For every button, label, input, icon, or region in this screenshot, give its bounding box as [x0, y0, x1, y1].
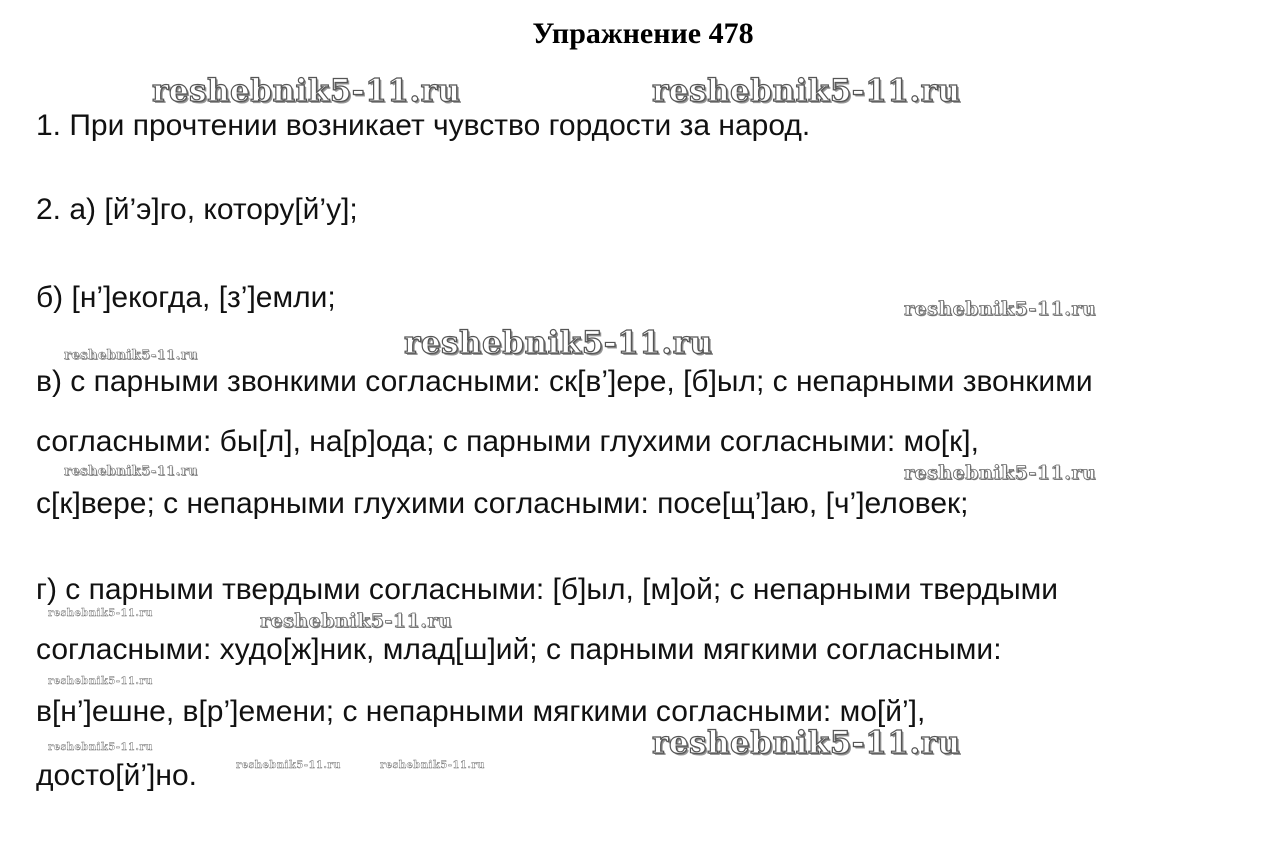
- answer-line-2v-3: с[к]вере; с непарными глухими согласными: посе[щ’]аю, [ч’]еловек;: [36, 487, 969, 520]
- watermark: reshebnik5-11.ru: [652, 73, 961, 109]
- answer-line-2v-2: согласными: бы[л], на[р]ода; с парными глухими согласными: мо[к],: [36, 425, 979, 458]
- watermark: reshebnik5-11.ru: [64, 348, 199, 363]
- watermark: reshebnik5-11.ru: [48, 608, 153, 619]
- watermark: reshebnik5-11.ru: [48, 742, 153, 753]
- watermark: reshebnik5-11.ru: [48, 676, 153, 687]
- watermark: reshebnik5-11.ru: [64, 464, 199, 479]
- answer-line-2a: 2. а) [й’э]го, котору[й’у];: [36, 193, 358, 226]
- exercise-title: Упражнение 478: [532, 17, 754, 50]
- answer-line-2g-1: г) с парными твердыми согласными: [б]ыл, [м]ой; с непарными твердыми: [36, 573, 1059, 606]
- watermark: reshebnik5-11.ru: [404, 325, 713, 361]
- watermark: reshebnik5-11.ru: [260, 610, 453, 632]
- watermark: reshebnik5-11.ru: [652, 725, 961, 761]
- watermark: reshebnik5-11.ru: [380, 760, 485, 771]
- answer-line-2g-3: в[н’]ешне, в[р’]емени; с непарными мягкими согласными: мо[й’],: [36, 695, 926, 728]
- watermark: reshebnik5-11.ru: [904, 298, 1097, 320]
- answer-line-1: 1. При прочтении возникает чувство гордости за народ.: [36, 109, 811, 142]
- watermark: reshebnik5-11.ru: [236, 760, 341, 771]
- answer-line-2v-1: в) с парными звонкими согласными: ск[в’]ере, [б]ыл; с непарными звонкими: [36, 365, 1093, 398]
- answer-line-2g-2: согласными: худо[ж]ник, млад[ш]ий; с парными мягкими согласными:: [36, 633, 1002, 666]
- watermark: reshebnik5-11.ru: [904, 462, 1097, 484]
- answer-line-2b: б) [н’]екогда, [з’]емли;: [36, 281, 336, 314]
- answer-line-2g-4: досто[й’]но.: [36, 759, 197, 792]
- watermark: reshebnik5-11.ru: [152, 73, 461, 109]
